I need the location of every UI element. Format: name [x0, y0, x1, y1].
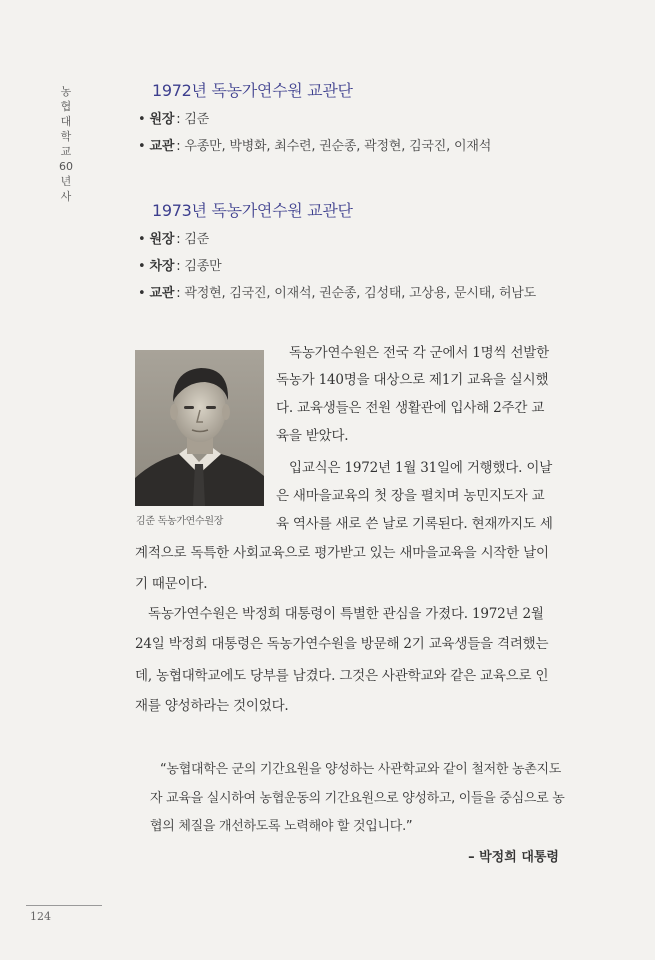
entry-key: 원장: [149, 112, 175, 127]
body-line: 다. 교육생들은 전원 생활관에 입사해 2주간 교: [276, 400, 545, 416]
page-number: 124: [30, 910, 51, 923]
body-line: 독농가 140명을 대상으로 제1기 교육을 실시했: [276, 372, 549, 388]
body-line: 기 때문이다.: [135, 576, 208, 592]
bullet-icon: •: [138, 112, 146, 127]
entry-instructors: • 교관 : 우종만, 박병화, 최수련, 권순종, 곽정현, 김국진, 이재석: [138, 139, 492, 154]
entry-deputy: • 차장 : 김종만: [138, 259, 222, 274]
body-line: 입교식은 1972년 1월 31일에 거행했다. 이날: [289, 460, 553, 476]
body-line: 계적으로 독특한 사회교육으로 평가받고 있는 새마을교육을 시작한 날이: [135, 545, 549, 561]
entry-key: 교관: [149, 139, 175, 154]
bullet-icon: •: [138, 232, 146, 247]
body-line: 데, 농협대학교에도 당부를 남겼다. 그것은 사관학교와 같은 교육으로 인: [135, 668, 549, 684]
entry-value: 김준: [184, 112, 210, 127]
quote-line: “농협대학은 군의 기간요원을 양성하는 사관학교와 같이 철저한 농촌지도: [160, 762, 562, 777]
entry-director: • 원장 : 김준: [138, 112, 210, 127]
entry-value: 우종만, 박병화, 최수련, 권순종, 곽정현, 김국진, 이재석: [184, 139, 492, 154]
entry-director: • 원장 : 김준: [138, 232, 210, 247]
footer-divider: [26, 905, 102, 906]
body-line: 독농가연수원은 전국 각 군에서 1명씩 선발한: [289, 345, 549, 361]
section-1973-instructors: [138, 198, 536, 312]
body-line: 재를 양성하라는 것이었다.: [135, 698, 289, 714]
bullet-icon: •: [138, 286, 146, 301]
body-line: 독농가연수원은 박정희 대통령이 특별한 관심을 가졌다. 1972년 2월: [148, 606, 544, 622]
quote-attribution: – 박정희 대통령: [468, 850, 559, 865]
section-title: 1973년 독농가연수원 교관단: [152, 201, 353, 220]
entry-value: 김종만: [184, 259, 222, 274]
bullet-icon: •: [138, 139, 146, 154]
body-line: 은 새마을교육의 첫 장을 펼치며 농민지도자 교: [276, 488, 545, 504]
entry-value: 김준: [184, 232, 210, 247]
section-title: 1972년 독농가연수원 교관단: [152, 81, 353, 100]
photo-caption: 김준 독농가연수원장: [136, 516, 224, 527]
entry-key: 교관: [149, 286, 175, 301]
body-line: 24일 박정희 대통령은 독농가연수원을 방문해 2기 교육생들을 격려했는: [135, 636, 549, 652]
portrait-photo: [135, 350, 264, 506]
running-book-title: 농협대학교60년사: [59, 85, 73, 203]
entry-instructors: • 교관 : 곽정현, 김국진, 이재석, 권순종, 김성태, 고상용, 문시태, 허남도: [138, 286, 537, 301]
body-line: 육 역사를 새로 쓴 날로 기록된다. 현재까지도 세: [276, 516, 553, 532]
section-1972-instructors: [138, 78, 491, 165]
entry-value: 곽정현, 김국진, 이재석, 권순종, 김성태, 고상용, 문시태, 허남도: [184, 286, 537, 301]
bullet-icon: •: [138, 259, 146, 274]
body-line: 육을 받았다.: [276, 428, 349, 444]
entry-key: 원장: [149, 232, 175, 247]
entry-key: 차장: [149, 259, 175, 274]
quote-line: 협의 체질을 개선하도록 노력해야 할 것입니다.”: [150, 819, 413, 834]
quote-line: 자 교육을 실시하여 농협운동의 기간요원으로 양성하고, 이들을 중심으로 농: [150, 791, 565, 806]
portrait-illustration: [135, 350, 264, 506]
